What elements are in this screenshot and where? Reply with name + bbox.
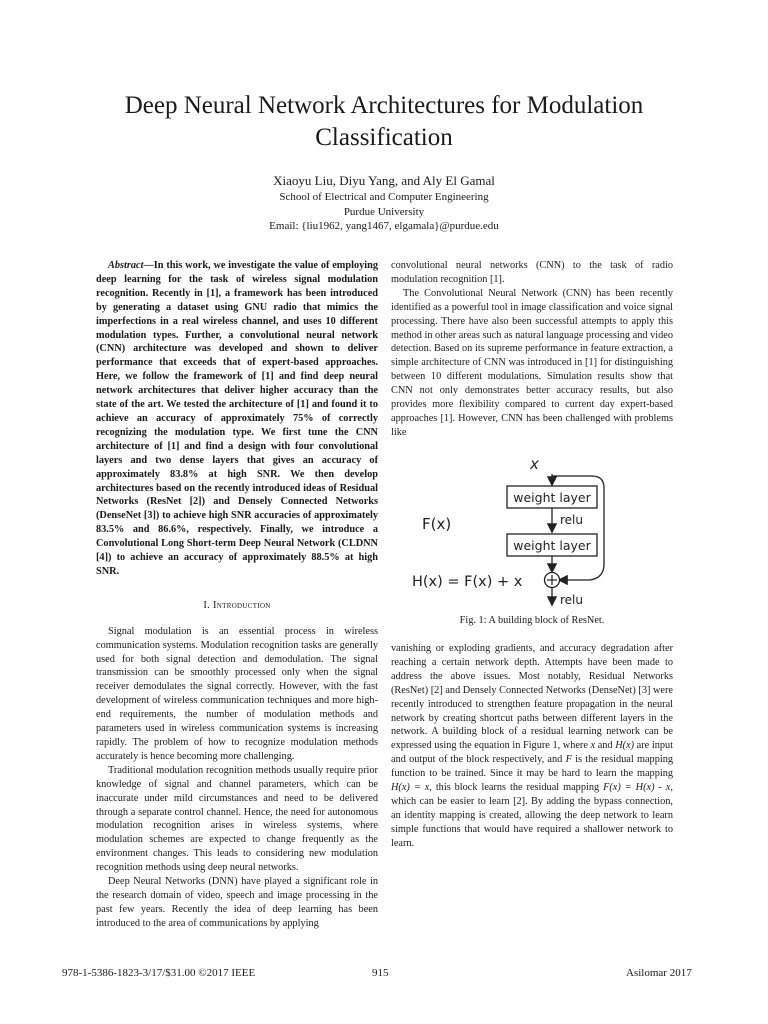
right-paragraph-1: convolutional neural networks (CNN) to the task of radio modulation recognition [1]. bbox=[391, 260, 673, 285]
equation-hx-x: H(x) = x bbox=[391, 782, 430, 794]
weight-layer-1-label: weight layer bbox=[513, 490, 591, 505]
intro-paragraph-2: Traditional modulation recognition methods usually require prior knowledge of signal and channel parameters, which can be inaccurate under mild circumstances and need to be delivered through a separate control channel. Hence, the need for autonomous modulation recognition arises in wireless systems, where modulation schemes are expected to change frequently as the environment changes. This leads to considering new modulation recognition methods using deep neural networks. bbox=[96, 764, 378, 874]
resnet-block-figure bbox=[412, 452, 660, 618]
abstract bbox=[96, 259, 378, 579]
affiliation-university: Purdue University bbox=[343, 205, 425, 218]
var-f: F bbox=[565, 754, 572, 766]
affiliation-school: School of Electrical and Computer Engineering bbox=[279, 191, 489, 203]
section-heading-introduction bbox=[96, 599, 378, 613]
resnet-text-c: are input and output of the block respectively, and bbox=[391, 740, 674, 766]
abstract-label: Abstract bbox=[108, 260, 144, 271]
resnet-text-d: is the residual mapping function to be trained. Since it may be hard to learn the mapping bbox=[391, 754, 673, 780]
figure-input-label: x bbox=[530, 455, 539, 473]
right-paragraph-2: The Convolutional Neural Network (CNN) has been recently identified as a powerful tool in image classification and voice signal processing. There have also been successful attempts to apply this method in other areas such as natural language processing and video detection. Based on its supreme performance in feature extraction, a simple architecture of CNN was introduced in [1] for distinguishing between 10 different modulations. Simulation results show that CNN not only demonstrates better accuracy results, but also provides more flexibility compared to current day expert-based approaches [1]. However, CNN has been challenged with problems like bbox=[391, 287, 673, 438]
var-hx: H(x) bbox=[615, 740, 635, 752]
footer-page-number: 915 bbox=[372, 967, 389, 979]
right-column-bottom bbox=[391, 642, 673, 851]
right-column-top bbox=[391, 259, 673, 440]
resnet-text-f: , which can be easier to learn [2]. By adding the bypass connection, an identity mapping is created, allowing the deep network to learn simple functions that would have required a shallower network to learn. bbox=[391, 782, 673, 849]
resnet-text-b: and bbox=[595, 740, 616, 752]
var-x: x bbox=[590, 740, 596, 752]
affiliation-block bbox=[60, 190, 708, 234]
weight-layer-2-label: weight layer bbox=[513, 538, 591, 553]
intro-paragraph-3: Deep Neural Networks (DNN) have played a significant role in the research domain of video, speech and image processing in the past few years. Recently the idea of deep learning has been introduced to the area of communications by applying bbox=[96, 876, 378, 929]
section-title: Introduction bbox=[213, 599, 271, 611]
relu-outer-label: relu bbox=[560, 593, 583, 607]
paper-title: Deep Neural Network Architectures for Modulation Classification bbox=[124, 92, 644, 151]
resnet-text-a: vanishing or exploding gradients, and accuracy degradation after reaching a certain network depth. Attempts have been made to address the above issues. Most notably, Residual Networks (ResNet) [2] and Densely Connected Networks (DenseNet) [3] were recently introduced to strengthen feature propagation in the neural network by creating shortcut paths between different layers in the network. A building block of a residual learning network can be expressed using the equation in Figure 1, where bbox=[391, 643, 673, 752]
author-list: Xiaoyu Liu, Diyu Yang, and Aly El Gamal bbox=[273, 173, 495, 188]
intro-paragraph-1: Signal modulation is an essential process in wireless communication systems. Modulation recognition tasks are generally used for both signal detection and demodulation. The signal transmission can be smoothly processed only when the signal receiver demodulates the signal correctly. However, with the fast development of wireless communication techniques and more high-end requirements, the number of modulation methods and parameters used in wireless communication systems is increasing rapidly. The problem of how to recognize modulation methods accurately is hence becoming more challenging. bbox=[96, 625, 378, 762]
figure-caption: Fig. 1: A building block of ResNet. bbox=[459, 615, 605, 626]
footer-copyright: 978-1-5386-1823-3/17/$31.00 ©2017 IEEE bbox=[62, 967, 256, 979]
footer-venue: Asilomar 2017 bbox=[626, 967, 692, 979]
affiliation-email: Email: {liu1962, yang1467, elgamala}@purdue.edu bbox=[269, 220, 499, 232]
resnet-text-e: , this block learns the residual mapping bbox=[429, 782, 604, 794]
left-column bbox=[96, 259, 378, 931]
equation-fx: F(x) = H(x) - x bbox=[603, 782, 671, 794]
resnet-paragraph bbox=[391, 642, 673, 851]
fx-label: F(x) bbox=[422, 515, 452, 533]
hx-equation: H(x) = F(x) + x bbox=[412, 574, 523, 590]
abstract-text: —In this work, we investigate the value of employing deep learning for the task of wireless signal modulation recognition. Recently in [1], a framework has been introduced by generating a dataset using GNU radio that mimics the imperfections in a real wireless channel, and uses 10 different modulation types. Further, a convolutional neural network (CNN) architecture was developed and shown to deliver performance that exceeds that of expert-based approaches. Here, we follow the framework of [1] and find deep neural network architectures that deliver higher accuracy than the state of the art. We tested the architecture of [1] and found it to achieve an accuracy of approximately 75% of correctly recognizing the modulation type. We first tune the CNN architecture of [1] and find a design with four convolutional layers and two dense layers that gives an accuracy of approximately 83.8% at high SNR. We then develop architectures based on the recently introduced ideas of Residual Networks (ResNet [2]) and Densely Connected Networks (DenseNet [3]) to achieve high SNR accuracies of approximately 83.5% and 86.6%, respectively. Finally, we introduce a Convolutional Long Short-term Deep Neural Network (CLDNN [4]) to achieve an accuracy of approximately 88.5% at high SNR. bbox=[96, 260, 378, 577]
relu-inner-label: relu bbox=[560, 513, 583, 527]
section-numeral: I. bbox=[203, 599, 211, 611]
resnet-diagram bbox=[412, 452, 660, 618]
